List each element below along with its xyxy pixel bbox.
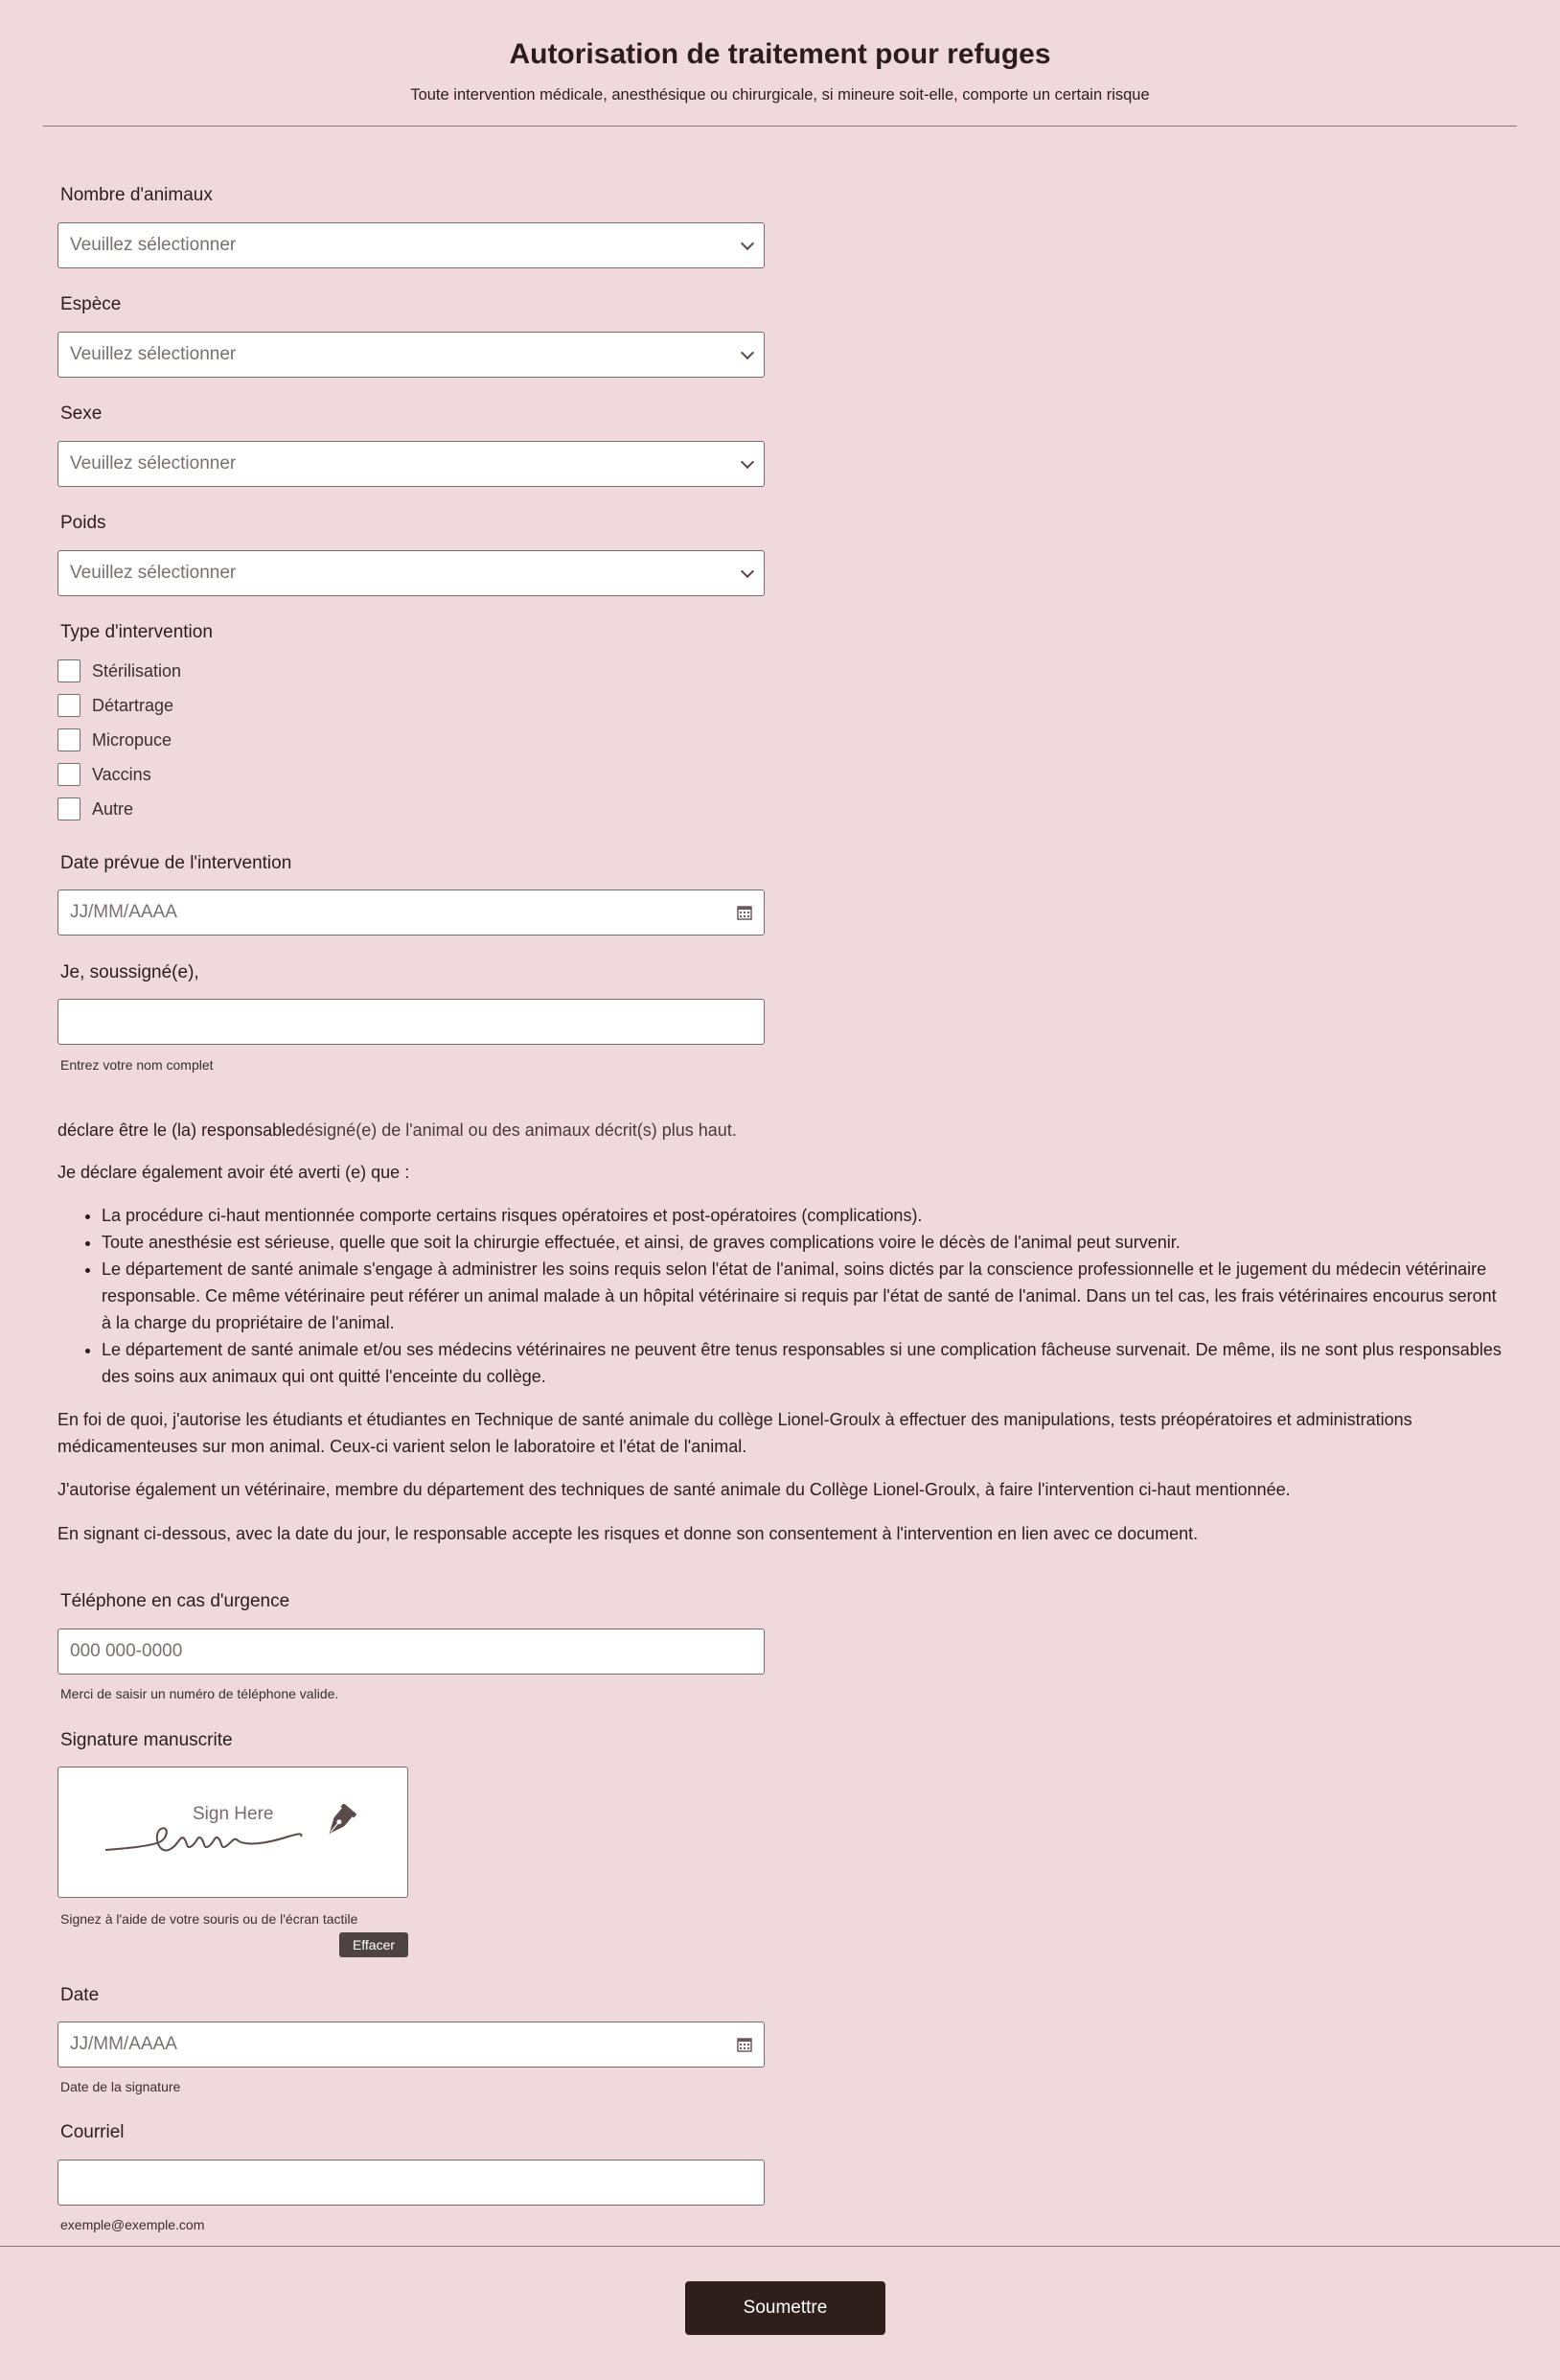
checkbox-label: Micropuce	[92, 729, 172, 750]
checkbox-autre[interactable]	[57, 797, 133, 820]
nom-complet-input[interactable]	[57, 999, 765, 1045]
sign-here-text: Sign Here	[193, 1804, 274, 1824]
date-hint: Date de la signature	[60, 2079, 181, 2094]
list-item: • Toute anesthésie est sérieuse, quelle que soit la chirurgie effectuée, et ainsi, de graves complications voire le décès de l'animal peut survenir.	[102, 1229, 1504, 1256]
telephone-placeholder: 000 000-0000	[70, 1641, 183, 1661]
checkbox-vaccins[interactable]	[57, 763, 151, 786]
date-prevue-input[interactable]	[57, 890, 765, 936]
date-prevue-label: Date prévue de l'intervention	[60, 853, 292, 873]
signature-pad[interactable]	[57, 1767, 408, 1898]
sexe-placeholder: Veuillez sélectionner	[70, 453, 237, 474]
nb-animaux-label: Nombre d'animaux	[60, 185, 213, 205]
nb-animaux-placeholder: Veuillez sélectionner	[70, 235, 237, 255]
checkbox-box[interactable]	[57, 797, 80, 820]
checkbox-label: Vaccins	[92, 764, 151, 784]
list-item: • Le département de santé animale s'engage à administrer les soins requis selon l'état de l'animal, soins dictés par la conscience professionnelle et le jugement du médecin vétérinaire responsable. Ce même vétérinaire peut référer un animal malade à un hôpital vétérinaire si requis par l'état de santé de l'animal. Dans un tel cas, les frais vétérinaires encourus seront à la charge du propriétaire de l'animal.	[102, 1256, 1504, 1336]
poids-placeholder: Veuillez sélectionner	[70, 563, 237, 583]
list-item: • Le département de santé animale et/ou ses médecins vétérinaires ne peuvent être tenus responsables si une complication fâcheuse survenait. De même, ils ne sont plus responsables des soins aux animaux qui ont quitté l'enceinte du collège.	[102, 1336, 1504, 1390]
telephone-label: Téléphone en cas d'urgence	[60, 1591, 290, 1611]
checkbox-label: Stérilisation	[92, 660, 182, 681]
date-prevue-placeholder: JJ/MM/AAAA	[70, 902, 177, 922]
type-intervention-label: Type d'intervention	[60, 622, 213, 642]
submit-button[interactable]: Soumettre	[685, 2281, 885, 2335]
courriel-label: Courriel	[60, 2122, 125, 2142]
date-label: Date	[60, 1985, 100, 2005]
date-placeholder: JJ/MM/AAAA	[70, 2034, 177, 2054]
signature-label: Signature manuscrite	[60, 1730, 233, 1750]
declaration-line2: Je déclare également avoir été averti (e) que :	[57, 1163, 410, 1182]
declaration-line1	[57, 1117, 1495, 1144]
form-subtitle: Toute intervention médicale, anesthésique ou chirurgicale, si mineure soit-elle, comporte un certain risque	[410, 86, 1150, 104]
poids-label: Poids	[60, 513, 106, 533]
checkbox-detartrage[interactable]	[57, 694, 173, 717]
poids-select[interactable]	[57, 550, 765, 596]
telephone-hint: Merci de saisir un numéro de téléphone valide.	[60, 1686, 339, 1701]
checkbox-label: Autre	[92, 798, 134, 819]
espece-label: Espèce	[60, 294, 122, 314]
pen-icon	[317, 1804, 357, 1844]
checkbox-box[interactable]	[57, 763, 80, 786]
chevron-down-icon	[741, 346, 754, 359]
form-title: Autorisation de traitement pour refuges	[509, 38, 1051, 70]
signature-hint: Signez à l'aide de votre souris ou de l'écran tactile	[60, 1911, 358, 1927]
declaration-responsable: déclare être le (la) responsable	[57, 1121, 296, 1140]
form-header	[0, 0, 1560, 104]
chevron-down-icon	[741, 237, 754, 250]
checkbox-box[interactable]	[57, 659, 80, 682]
checkbox-label: Détartrage	[92, 695, 174, 715]
declaration-para2: J'autorise également un vétérinaire, membre du département des techniques de santé animale du Collège Lionel-Groulx, à faire l'intervention ci-haut mentionnée.	[57, 1480, 1291, 1499]
espece-placeholder: Veuillez sélectionner	[70, 344, 237, 364]
chevron-down-icon	[741, 455, 754, 469]
calendar-icon[interactable]	[737, 2037, 752, 2052]
checkbox-box[interactable]	[57, 694, 80, 717]
telephone-input[interactable]	[57, 1629, 765, 1675]
checkbox-box[interactable]	[57, 728, 80, 751]
nom-complet-hint: Entrez votre nom complet	[60, 1057, 214, 1073]
footer-divider	[0, 2246, 1560, 2247]
courriel-input[interactable]	[57, 2160, 765, 2206]
list-item: • La procédure ci-haut mentionnée comporte certains risques opératoires et post-opératoires (complications).	[102, 1202, 1504, 1229]
declaration-designe: désigné(e) de l'animal ou des animaux décrit(s) plus haut.	[295, 1121, 737, 1140]
chevron-down-icon	[741, 565, 754, 578]
calendar-icon[interactable]	[737, 905, 752, 920]
header-divider	[43, 126, 1517, 127]
declaration-bullets	[57, 1202, 1504, 1390]
soussigne-label: Je, soussigné(e),	[60, 962, 199, 982]
date-input[interactable]	[57, 2022, 765, 2068]
clear-signature-button[interactable]: Effacer	[339, 1932, 408, 1957]
checkbox-sterilisation[interactable]	[57, 659, 181, 682]
nb-animaux-select[interactable]	[57, 222, 765, 268]
sexe-label: Sexe	[60, 404, 103, 424]
espece-select[interactable]	[57, 332, 765, 378]
declaration-para3: En signant ci-dessous, avec la date du jour, le responsable accepte les risques et donne son consentement à l'intervention en lien avec ce document.	[57, 1524, 1199, 1543]
sexe-select[interactable]	[57, 441, 765, 487]
courriel-hint: exemple@exemple.com	[60, 2217, 205, 2232]
declaration-para1: En foi de quoi, j'autorise les étudiants et étudiantes en Technique de santé animale du collège Lionel-Groulx à effectuer des manipulations, tests préopératoires et administrations médicamenteuses sur mon animal. Ceux-ci varient selon le laboratoire et l'état de l'animal.	[57, 1410, 1412, 1456]
checkbox-micropuce[interactable]	[57, 728, 172, 751]
